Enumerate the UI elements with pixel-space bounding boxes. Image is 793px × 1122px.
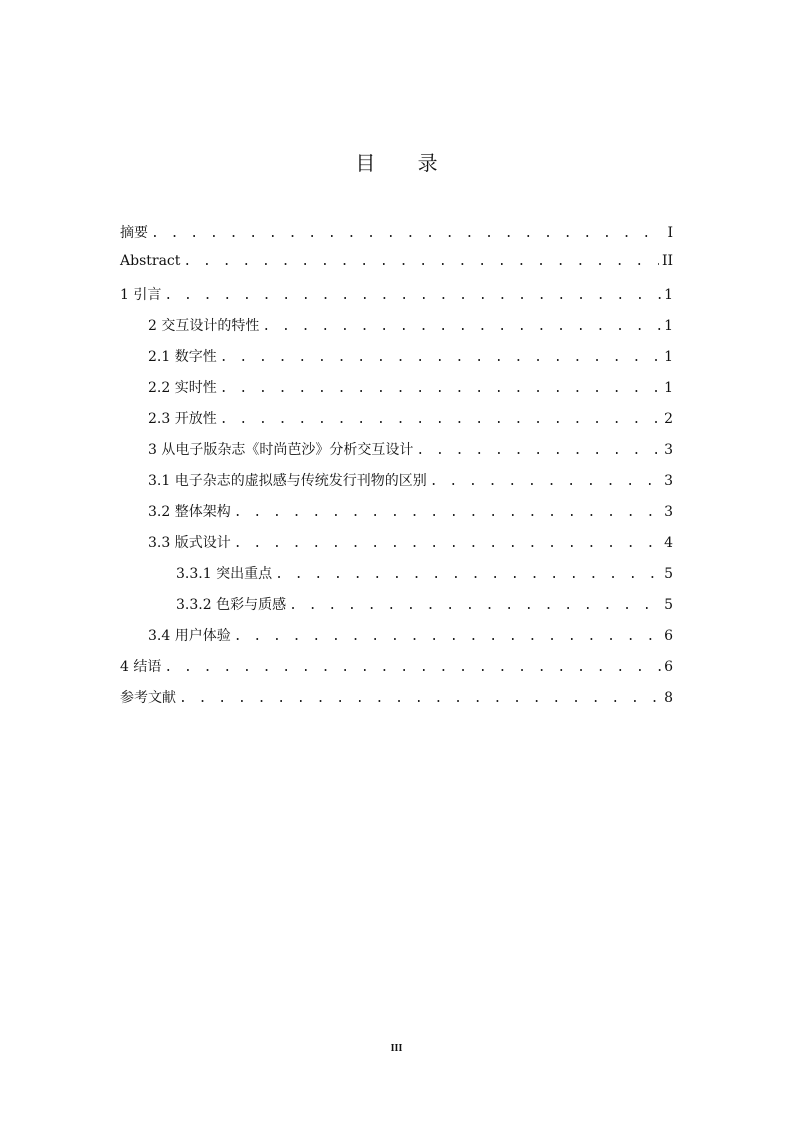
toc-entry-abstract-cn[interactable] (120, 222, 673, 253)
dot-leader (164, 660, 661, 675)
toc-entry-label: 3.1 电子杂志的虚拟感与传统发行刊物的区别 (148, 473, 427, 489)
toc-page-number: 5 (664, 566, 673, 582)
dot-leader (220, 350, 661, 365)
dot-leader (275, 567, 661, 582)
dot-leader (416, 443, 661, 458)
toc-entry-references[interactable] (120, 687, 673, 718)
toc-entry-abstract-en[interactable] (120, 253, 673, 284)
toc-entry-section-3-3[interactable] (120, 532, 673, 563)
toc-page-number: I (667, 225, 673, 241)
toc-entry-label: 参考文献 (120, 690, 176, 706)
toc-page-number: 3 (664, 473, 673, 489)
toc-entry-label: 2 交互设计的特性 (148, 318, 260, 334)
toc-page-number: 3 (664, 504, 673, 520)
page-number-footer: III (390, 1043, 403, 1054)
toc-entry-label: 2.3 开放性 (148, 411, 217, 427)
toc-page-number: 1 (664, 380, 673, 396)
toc-page-number: II (661, 253, 673, 269)
dot-leader (164, 288, 661, 303)
toc-page-number: 1 (664, 349, 673, 365)
toc-entry-label: 3.3.1 突出重点 (176, 566, 273, 582)
toc-entry-label: 3.4 用户体验 (148, 628, 231, 644)
toc-page-number: 1 (664, 318, 673, 334)
toc-entry-section-3-4[interactable] (120, 625, 673, 656)
dot-leader (179, 691, 661, 706)
dot-leader (220, 412, 661, 427)
toc-entry-label: 3.2 整体架构 (148, 504, 231, 520)
toc-page-number: 1 (664, 287, 673, 303)
toc-page-number: 6 (664, 659, 673, 675)
toc-entry-label: 3.3 版式设计 (148, 535, 231, 551)
dot-leader (289, 598, 661, 613)
toc-entry-label: 1 引言 (120, 287, 162, 303)
dot-leader (234, 629, 661, 644)
page-title: 目 录 (355, 151, 456, 175)
toc-page-number: 5 (664, 597, 673, 613)
dot-leader (183, 254, 659, 269)
toc-page-number: 6 (664, 628, 673, 644)
toc-entry-label: 摘要 (120, 225, 148, 241)
toc-entry-label: Abstract (120, 253, 181, 269)
toc-entry-label: 3.3.2 色彩与质感 (176, 597, 287, 613)
toc-entry-conclusion[interactable] (120, 656, 673, 687)
table-of-contents (120, 222, 673, 718)
toc-entry-section-3-3-2[interactable] (120, 594, 673, 625)
toc-page-number: 3 (664, 442, 673, 458)
toc-entry-section-3-1[interactable] (120, 470, 673, 501)
dot-leader (220, 381, 661, 396)
dot-leader (234, 505, 661, 520)
toc-entry-section-3[interactable] (120, 439, 673, 470)
toc-entry-section-3-2[interactable] (120, 501, 673, 532)
toc-entry-section-2[interactable] (120, 315, 673, 346)
toc-entry-section-2-2[interactable] (120, 377, 673, 408)
toc-entry-section-2-1[interactable] (120, 346, 673, 377)
toc-entry-label: 2.1 数字性 (148, 349, 217, 365)
toc-entry-section-3-3-1[interactable] (120, 563, 673, 594)
toc-entry-label: 2.2 实时性 (148, 380, 217, 396)
toc-page-number: 2 (664, 411, 673, 427)
toc-entry-section-2-3[interactable] (120, 408, 673, 439)
toc-entry-label: 3 从电子版杂志《时尚芭沙》分析交互设计 (148, 442, 414, 458)
toc-entry-label: 4 结语 (120, 659, 162, 675)
toc-entry-introduction[interactable] (120, 284, 673, 315)
toc-page-number: 8 (664, 690, 673, 706)
dot-leader (430, 474, 661, 489)
dot-leader (234, 536, 661, 551)
dot-leader (262, 319, 661, 334)
toc-page-number: 4 (664, 535, 673, 551)
dot-leader (151, 226, 662, 241)
